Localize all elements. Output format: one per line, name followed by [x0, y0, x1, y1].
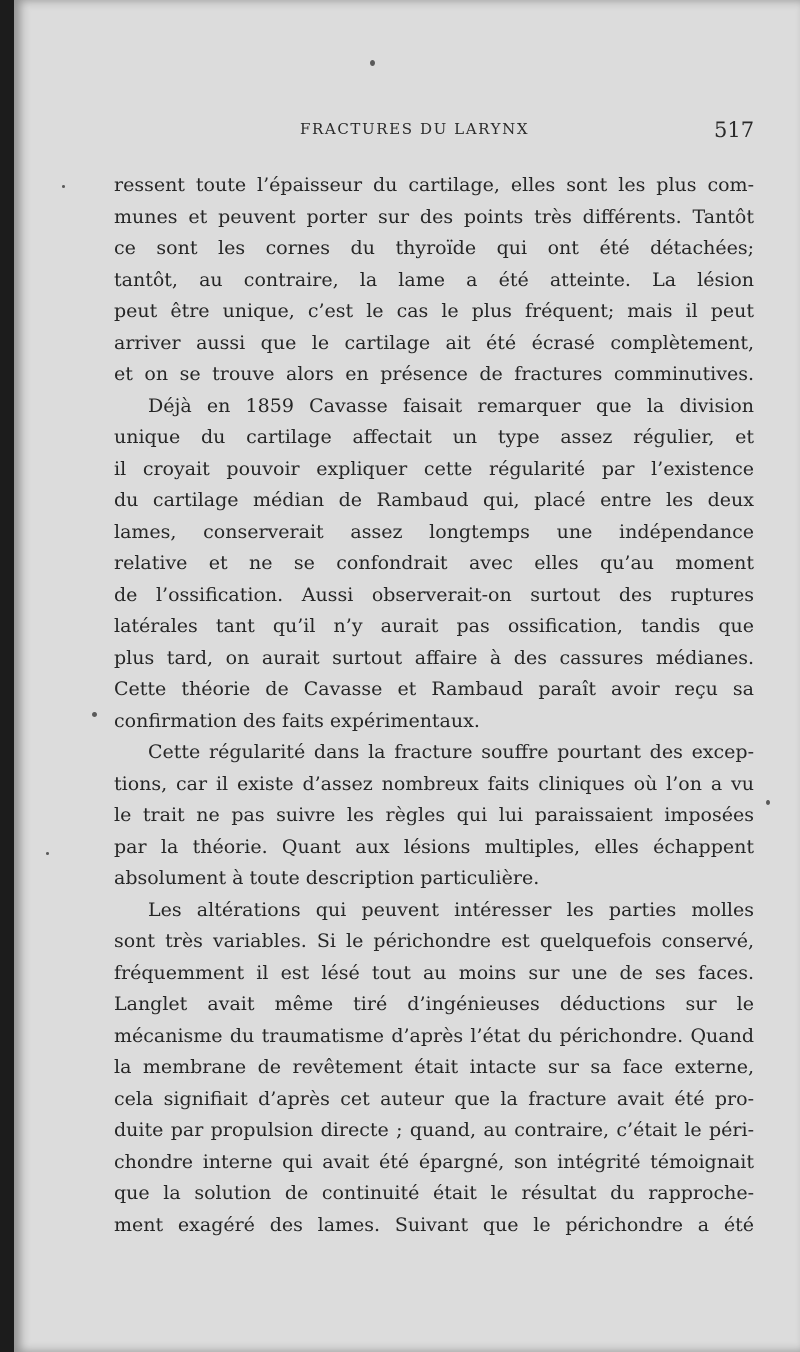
print-speck — [766, 800, 770, 805]
text-line: peut être unique, c’est le cas le plus fréquent; mais il peut — [114, 300, 754, 322]
text-line: que la solution de continuité était le résultat du rapproche- — [114, 1182, 754, 1204]
text-line: sont très variables. Si le périchondre est quelquefois conservé, — [114, 930, 754, 952]
text-line: il croyait pouvoir expliquer cette régularité par l’existence — [114, 457, 754, 480]
text-line: tantôt, au contraire, la lame a été atteinte. La lésion — [114, 268, 754, 291]
body-text — [114, 170, 754, 1241]
text-line: latérales tant qu’il n’y aurait pas ossification, tandis que — [114, 615, 754, 637]
text-line: par la théorie. Quant aux lésions multiples, elles échappent — [114, 835, 754, 858]
paragraph-start-line: Déjà en 1859 Cavasse faisait remarquer que la division — [148, 394, 754, 417]
text-line: chondre interne qui avait été épargné, son intégrité témoignait — [114, 1150, 754, 1173]
text-line: du cartilage médian de Rambaud qui, placé entre les deux — [114, 489, 754, 511]
paragraph-end-line: confirmation des faits expérimentaux. — [114, 709, 480, 732]
text-line: Langlet avait même tiré d’ingénieuses déductions sur le — [114, 993, 754, 1015]
print-speck — [370, 60, 375, 66]
text-line: ce sont les cornes du thyroïde qui ont été détachées; — [114, 237, 754, 259]
paragraph-start-line: Cette régularité dans la fracture souffre pourtant des excep- — [148, 741, 754, 763]
paragraph-end-line: absolument à toute description particulière. — [114, 867, 540, 889]
paragraph-start-line: Les altérations qui peuvent intéresser les parties molles — [148, 898, 754, 921]
text-line: de l’ossification. Aussi observerait-on surtout des ruptures — [114, 583, 754, 606]
text-line: ment exagéré des lames. Suivant que le périchondre a été — [114, 1213, 754, 1236]
running-title: FRACTURES DU LARYNX — [300, 120, 530, 138]
text-line: cela signifiait d’après cet auteur que la fracture avait été pro- — [114, 1087, 754, 1110]
text-line: le trait ne pas suivre les règles qui lui paraissaient imposées — [114, 804, 754, 826]
text-line: arriver aussi que le cartilage ait été écrasé complètement, — [114, 331, 754, 354]
print-speck — [92, 712, 97, 717]
text-line: mécanisme du traumatisme d’après l’état du périchondre. Quand — [114, 1024, 754, 1047]
text-line: et on se trouve alors en présence de fractures comminutives. — [114, 363, 754, 385]
page-header — [14, 118, 800, 148]
book-page — [14, 0, 800, 1352]
text-line: Cette théorie de Cavasse et Rambaud paraît avoir reçu sa — [114, 678, 754, 700]
page-number: 517 — [714, 118, 755, 142]
text-line: ressent toute l’épaisseur du cartilage, elles sont les plus com- — [114, 174, 754, 196]
text-line: plus tard, on aurait surtout affaire à des cassures médianes. — [114, 646, 754, 669]
print-speck — [46, 852, 49, 855]
text-line: duite par propulsion directe ; quand, au contraire, c’était le péri- — [114, 1119, 754, 1141]
text-line: tions, car il existe d’assez nombreux faits cliniques où l’on a vu — [114, 772, 754, 795]
text-line: fréquemment il est lésé tout au moins sur une de ses faces. — [114, 961, 754, 984]
print-speck — [62, 185, 65, 188]
text-line: relative et ne se confondrait avec elles qu’au moment — [114, 552, 754, 574]
text-line: munes et peuvent porter sur des points très différents. Tantôt — [114, 205, 754, 228]
text-line: la membrane de revêtement était intacte sur sa face externe, — [114, 1056, 754, 1078]
text-line: unique du cartilage affectait un type assez régulier, et — [114, 426, 754, 448]
text-line: lames, conserverait assez longtemps une indépendance — [114, 520, 754, 543]
